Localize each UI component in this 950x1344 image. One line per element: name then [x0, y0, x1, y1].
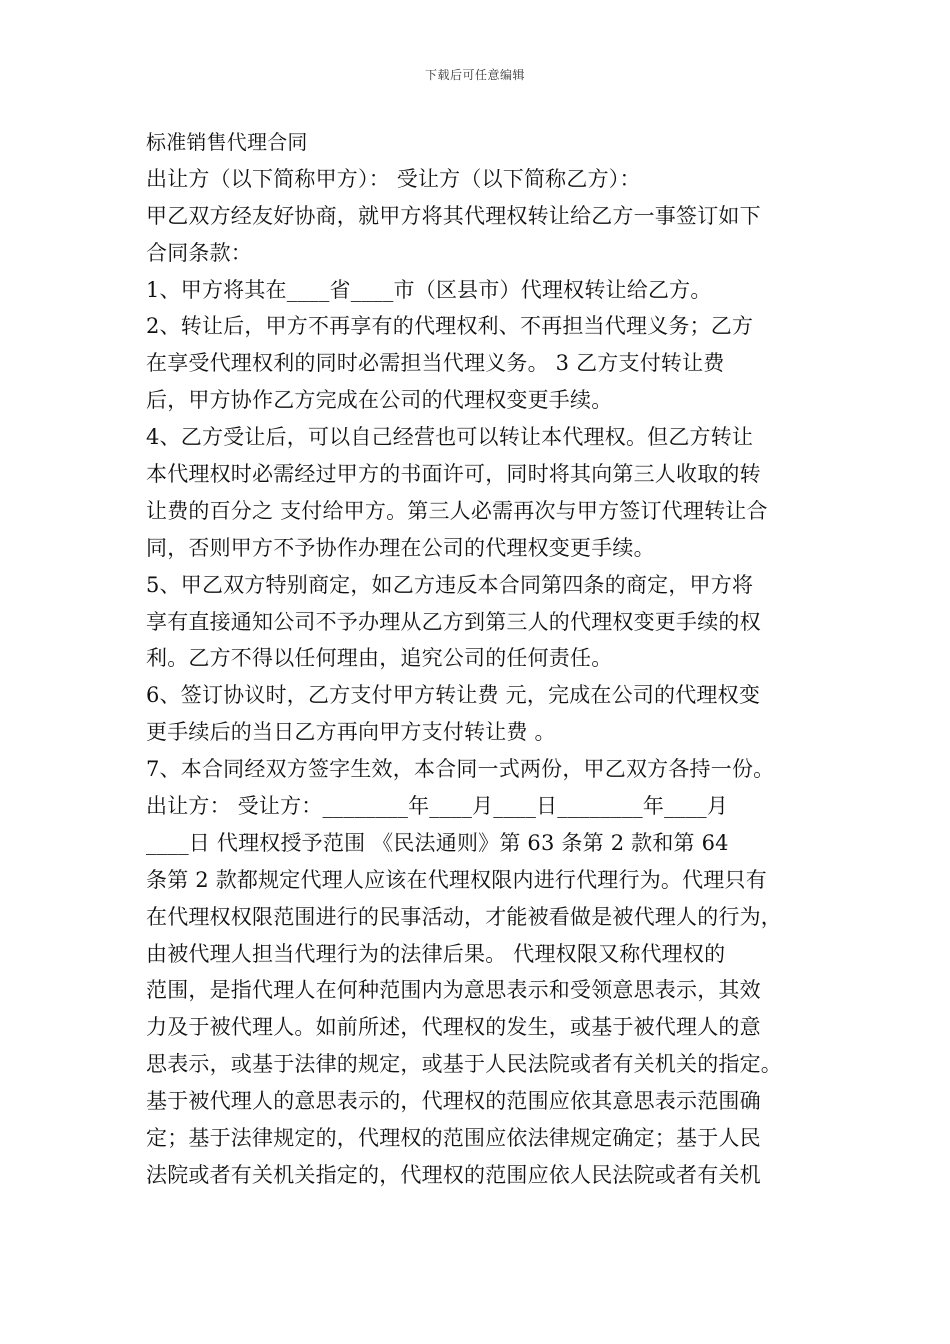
text-line: 6、签订协议时，乙方支付甲方转让费 元，完成在公司的代理权变 [146, 683, 761, 708]
text-line: 法院或者有关机关指定的，代理权的范围应依人民法院或者有关机 [146, 1162, 761, 1187]
text-line: 后，甲方协作乙方完成在公司的代理权变更手续。 [146, 388, 613, 413]
text-line: 出让方（以下简称甲方）： 受让方（以下简称乙方）： [146, 166, 641, 191]
text-line: 让费的百分之 支付给甲方。第三人必需再次与甲方签订代理转让合 [146, 498, 768, 523]
text-line: 由被代理人担当代理行为的法律后果。 代理权限又称代理权的 [146, 941, 726, 966]
text-line: 7、本合同经双方签字生效，本合同一式两份，甲乙双方各持一份。 [146, 757, 775, 782]
text-line: 定；基于法律规定的，代理权的范围应依法律规定确定；基于人民 [146, 1126, 761, 1151]
text-line: 2、转让后，甲方不再享有的代理权利、不再担当代理义务；乙方 [146, 314, 754, 339]
header-note: 下载后可任意编辑 [424, 68, 525, 82]
text-line: 在享受代理权利的同时必需担当代理义务。 3 乙方支付转让费 [146, 351, 725, 376]
text-line: 条第 2 款都规定代理人应该在代理权限内进行代理行为。代理只有 [146, 867, 767, 892]
text-line: 5、甲乙双方特别商定，如乙方违反本合同第四条的商定，甲方将 [146, 572, 754, 597]
text-line: 同，否则甲方不予协作办理在公司的代理权变更手续。 [146, 535, 655, 560]
text-line: 范围，是指代理人在何种范围内为意思表示和受领意思表示，其效 [146, 978, 761, 1003]
text-line: 利。乙方不得以任何理由，追究公司的任何责任。 [146, 646, 613, 671]
text-line: 在代理权权限范围进行的民事活动，才能被看做是被代理人的行为， [146, 904, 782, 929]
text-line: 出让方： 受让方：________年____月____日________年____月 [146, 794, 729, 819]
text-line: 4、乙方受让后，可以自己经营也可以转让本代理权。但乙方转让 [146, 425, 754, 450]
text-line: 思表示，或基于法律的规定，或基于人民法院或者有关机关的指定。 [146, 1052, 782, 1077]
text-line: 甲乙双方经友好协商，就甲方将其代理权转让给乙方一事签订如下 [146, 203, 761, 228]
text-line: 1、甲方将其在____省____市（区县市）代理权转让给乙方。 [146, 277, 712, 302]
text-line: ____日 代理权授予范围 《民法通则》第 63 条第 2 款和第 64 [146, 830, 729, 855]
document-title: 标准销售代理合同 [146, 130, 308, 154]
text-line: 力及于被代理人。如前所述，代理权的发生，或基于被代理人的意 [146, 1015, 761, 1040]
text-line: 更手续后的当日乙方再向甲方支付转让费 。 [146, 720, 556, 745]
text-line: 合同条款： [146, 240, 252, 265]
text-line: 本代理权时必需经过甲方的书面许可，同时将其向第三人收取的转 [146, 462, 761, 487]
document-body [146, 124, 811, 1194]
text-line: 基于被代理人的意思表示的，代理权的范围应依其意思表示范围确 [146, 1089, 761, 1114]
text-line: 享有直接通知公司不予办理从乙方到第三人的代理权变更手续的权 [146, 609, 761, 634]
